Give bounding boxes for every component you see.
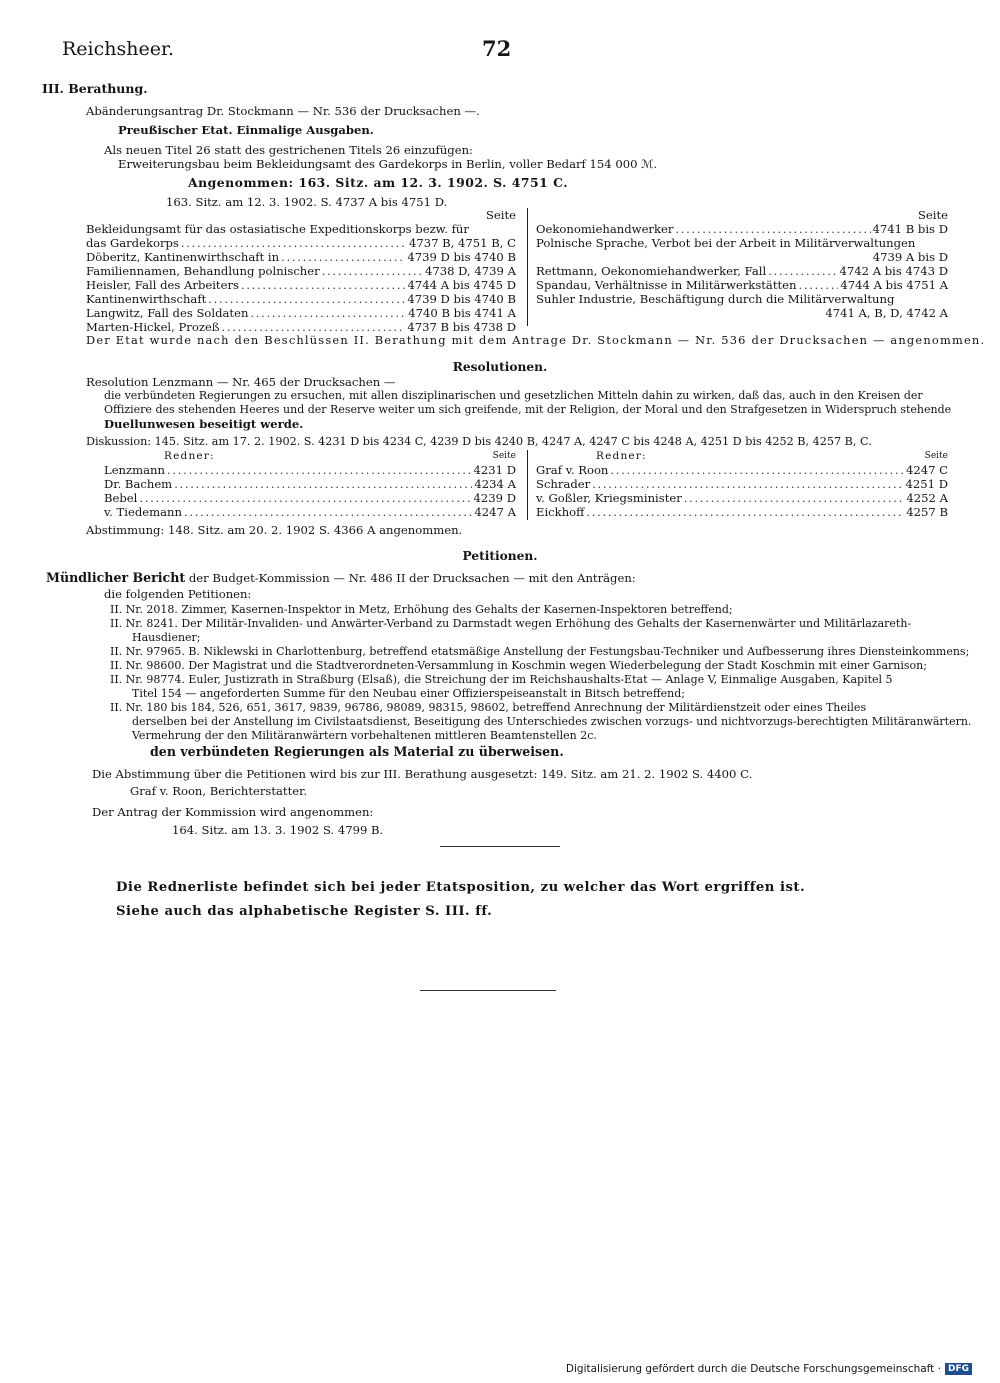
page-number: 72 xyxy=(482,36,512,61)
index-entry-page: 4741 A, B, D, 4742 A xyxy=(825,306,948,320)
speaker-row xyxy=(536,505,948,519)
index-entry-page: 4742 A bis 4743 D xyxy=(839,264,948,278)
petition-item: Hausdiener; xyxy=(132,631,201,644)
speaker-page: 4231 D xyxy=(473,463,516,477)
leader-dots xyxy=(586,505,904,519)
leader-dots xyxy=(322,264,423,278)
index-entry-label: Bekleidungsamt für das ostasiatische Expeditionskorps bezw. für xyxy=(86,222,469,236)
column-divider xyxy=(527,450,528,520)
speaker-page: 4251 D xyxy=(905,477,948,491)
petition-item: Titel 154 — angeforderten Summe für den Neubau einer Offizierspeiseanstalt in Bitsch betreffend; xyxy=(132,687,685,700)
index-entry-label: Marten-Hickel, Prozeß xyxy=(86,320,220,334)
motion-line: Der Antrag der Kommission wird angenommen: xyxy=(92,805,374,819)
resolution-text: Offiziere des stehenden Heeres und der Reserve weiter um sich greifende, mit der Religion, der Moral und den Strafgesetzen in Widerspruch stehende xyxy=(104,403,952,416)
index-entry-page: 4744 A bis 4751 A xyxy=(840,278,948,292)
index-entry-row xyxy=(536,250,948,264)
speaker-row xyxy=(104,491,516,505)
speaker-label: Lenzmann xyxy=(104,463,165,477)
index-entry-row xyxy=(86,320,516,334)
petition-item: II. Nr. 97965. B. Niklewski in Charlottenburg, betreffend etatsmäßige Anstellung der Festungsbau-Techniker und Aufbesserung ihres Diensteinkommens; xyxy=(110,645,970,658)
motion-sitting-line: 164. Sitz. am 13. 3. 1902 S. 4799 B. xyxy=(172,823,384,837)
speaker-row xyxy=(536,477,948,491)
redner-label: Redner: xyxy=(164,450,215,462)
leader-dots xyxy=(222,320,406,334)
index-entry-row xyxy=(536,264,948,278)
petition-item: II. Nr. 180 bis 184, 526, 651, 3617, 9839, 96786, 98089, 98315, 98602, betreffend Anrechnung der Militärdienstzeit oder eines Theiles xyxy=(110,701,867,714)
index-entry-label: Spandau, Verhältnisse in Militärwerkstätten xyxy=(536,278,797,292)
index-entry-label: Langwitz, Fall des Soldaten xyxy=(86,306,249,320)
index-entry-page: 4739 D bis 4740 B xyxy=(407,250,516,264)
index-entry-page: 4744 A bis 4745 D xyxy=(407,278,516,292)
accepted-line: Angenommen: 163. Sitz. am 12. 3. 1902. S. 4751 C. xyxy=(188,175,569,190)
speakers-right xyxy=(536,450,948,519)
index-entry-row xyxy=(536,236,948,250)
index-entry-page: 4737 B, 4751 B, C xyxy=(408,236,516,250)
index-entry-page: 4739 A bis D xyxy=(872,250,948,264)
speaker-page: 4234 A xyxy=(474,477,516,491)
leader-dots xyxy=(610,463,904,477)
speaker-page: 4239 D xyxy=(473,491,516,505)
speaker-label: Dr. Bachem xyxy=(104,477,173,491)
section-divider xyxy=(440,846,560,847)
speaker-page: 4247 A xyxy=(474,505,516,519)
amendment-instruction: Als neuen Titel 26 statt des gestrichenen Titels 26 einzufügen: xyxy=(104,143,473,157)
petition-item: Vermehrung der den Militäranwärtern vorbehaltenen mittleren Beamtenstellen 2c. xyxy=(132,729,597,742)
note-line: Siehe auch das alphabetische Register S. III. ff. xyxy=(116,904,493,919)
speaker-label: Schrader xyxy=(536,477,591,491)
speakers-left xyxy=(104,450,516,519)
speaker-page: 4257 B xyxy=(906,505,948,519)
index-entry-label: Döberitz, Kantinenwirthschaft in xyxy=(86,250,280,264)
petition-item: II. Nr. 8241. Der Militär-Invaliden- und Anwärter-Verband zu Darmstadt wegen Erhöhung des Gehalts der Kasernenwärter und Militärlazareth- xyxy=(110,617,912,630)
index-entry-row xyxy=(86,292,516,306)
subject-index-left xyxy=(86,208,516,334)
dfg-logo-icon: DFG xyxy=(945,1363,972,1375)
petitionen-title: Petitionen. xyxy=(462,549,538,563)
index-entry-row xyxy=(86,264,516,278)
postponed-line: Die Abstimmung über die Petitionen wird bis zur III. Berathung ausgesetzt: 149. Sitz. am 21. 2. 1902 S. 4400 C. xyxy=(92,767,753,781)
redner-label: Redner: xyxy=(596,450,647,462)
seite-label: Seite xyxy=(917,208,948,222)
index-entry-row xyxy=(86,222,516,236)
speaker-row xyxy=(104,505,516,519)
index-entry-row xyxy=(86,236,516,250)
report-label: Mündlicher Bericht xyxy=(46,570,186,585)
index-entry-label: Familiennamen, Behandlung polnischer xyxy=(86,264,320,278)
index-entry-row xyxy=(86,250,516,264)
index-entry-row xyxy=(536,278,948,292)
leader-dots xyxy=(675,222,870,236)
leader-dots xyxy=(281,250,405,264)
index-entry-page: 4740 B bis 4741 A xyxy=(408,306,516,320)
dfg-footer xyxy=(566,1363,972,1375)
leader-dots xyxy=(184,505,472,519)
column-divider xyxy=(527,208,528,326)
index-entry-page: 4737 B bis 4738 D xyxy=(407,320,516,334)
index-entry-row xyxy=(86,306,516,320)
note-line: Die Rednerliste befindet sich bei jeder Etatsposition, zu welcher das Wort ergriffen ist. xyxy=(116,880,806,895)
leader-dots xyxy=(181,236,407,250)
leader-dots xyxy=(250,306,406,320)
speaker-row xyxy=(536,491,948,505)
index-entry-row xyxy=(536,222,948,236)
rapporteur-line: Graf v. Roon, Berichterstatter. xyxy=(130,784,308,798)
index-entry-label: Suhler Industrie, Beschäftigung durch die Militärverwaltung xyxy=(536,292,895,306)
vote-line: Abstimmung: 148. Sitz. am 20. 2. 1902 S. 4366 A angenommen. xyxy=(86,523,463,537)
speaker-page: 4252 A xyxy=(906,491,948,505)
seite-label: Seite xyxy=(924,451,948,461)
running-head: Reichsheer. xyxy=(62,38,175,60)
leader-dots xyxy=(174,477,472,491)
footer-text: Digitalisierung gefördert durch die Deutsche Forschungsgemeinschaft · xyxy=(565,1363,941,1375)
amendment-line: Abänderungsantrag Dr. Stockmann — Nr. 536 der Drucksachen —. xyxy=(86,104,480,118)
leader-dots xyxy=(684,491,905,505)
resolution-text: Duellunwesen beseitigt werde. xyxy=(104,417,304,431)
index-entry-label: Oekonomiehandwerker xyxy=(536,222,674,236)
resolution-text: die verbündeten Regierungen zu ersuchen, mit allen disziplinarischen und gesetzlichen Mitteln dahin zu wirken, daß das, auch in den Kreisen der xyxy=(104,389,923,402)
petition-item: derselben bei der Anstellung im Civilstaatsdienst, Beseitigung des Unterschiedes zwischen vorzugs- und nichtvorzugs-berechtigten Militäranwärtern. xyxy=(132,715,972,728)
speaker-row xyxy=(104,463,516,477)
leader-dots xyxy=(592,477,903,491)
end-divider xyxy=(420,990,556,991)
leader-dots xyxy=(768,264,837,278)
petition-conclusion: den verbündeten Regierungen als Material zu überweisen. xyxy=(150,744,564,759)
index-entry-label: Kantinenwirthschaft xyxy=(86,292,207,306)
section-title: III. Berathung. xyxy=(42,81,148,96)
seite-label: Seite xyxy=(492,451,516,461)
petition-item: II. Nr. 98600. Der Magistrat und die Stadtverordneten-Versammlung in Koschmin wegen Wiederbelegung der Stadt Koschmin mit einer Garnison; xyxy=(110,659,927,672)
etat-heading: Preußischer Etat. Einmalige Ausgaben. xyxy=(118,123,374,137)
speaker-row xyxy=(104,477,516,491)
petition-item: II. Nr. 2018. Zimmer, Kasernen-Inspektor in Metz, Erhöhung des Gehalts der Kasernen-Inspektoren betreffend; xyxy=(110,603,733,616)
index-entry-page: 4738 D, 4739 A xyxy=(424,264,516,278)
amendment-title-text: Erweiterungsbau beim Bekleidungsamt des Gardekorps in Berlin, voller Bedarf 154 000 ℳ. xyxy=(118,157,658,171)
etat-result: Der Etat wurde nach den Beschlüssen II. Berathung mit dem Antrage Dr. Stockmann — Nr. 536 der Drucksachen — angenommen. xyxy=(86,333,986,347)
petitions-intro: die folgenden Petitionen: xyxy=(104,587,252,601)
leader-dots xyxy=(241,278,406,292)
leader-dots xyxy=(798,278,838,292)
index-entry-label: Rettmann, Oekonomiehandwerker, Fall xyxy=(536,264,767,278)
speaker-label: v. Tiedemann xyxy=(104,505,182,519)
index-entry-row xyxy=(536,306,948,320)
petition-list xyxy=(110,603,972,743)
report-line xyxy=(46,571,636,585)
subject-index-right xyxy=(536,208,948,320)
speaker-page: 4247 C xyxy=(905,463,948,477)
report-text: der Budget-Kommission — Nr. 486 II der Drucksachen — mit den Anträgen: xyxy=(185,571,636,585)
speaker-label: v. Goßler, Kriegsminister xyxy=(536,491,682,505)
leader-dots xyxy=(139,491,471,505)
speaker-label: Graf v. Roon xyxy=(536,463,609,477)
index-entry-page: 4739 D bis 4740 B xyxy=(407,292,516,306)
index-entry-label: Polnische Sprache, Verbot bei der Arbeit in Militärverwaltungen xyxy=(536,236,916,250)
leader-dots xyxy=(208,292,405,306)
seite-label: Seite xyxy=(485,208,516,222)
speaker-label: Bebel xyxy=(104,491,138,505)
resolution-line: Resolution Lenzmann — Nr. 465 der Drucksachen — xyxy=(86,375,396,389)
discussion-line: Diskussion: 145. Sitz. am 17. 2. 1902. S. 4231 D bis 4234 C, 4239 D bis 4240 B, 4247 A, 4247 C bis 4248 A, 4251 D bis 4252 B, 4257 B, C. xyxy=(86,435,872,448)
index-entry-label: das Gardekorps xyxy=(86,236,179,250)
index-entry-page: 4741 B bis D xyxy=(872,222,948,236)
index-entry-row xyxy=(536,292,948,306)
speaker-label: Eickhoff xyxy=(536,505,585,519)
index-entry-label: Heisler, Fall des Arbeiters xyxy=(86,278,239,292)
resolutionen-title: Resolutionen. xyxy=(452,360,548,374)
speaker-row xyxy=(536,463,948,477)
sitting-line: 163. Sitz. am 12. 3. 1902. S. 4737 A bis 4751 D. xyxy=(166,195,448,209)
leader-dots xyxy=(167,463,472,477)
petition-item: II. Nr. 98774. Euler, Justizrath in Straßburg (Elsaß), die Streichung der im Reichshaushalts-Etat — Anlage V, Einmalige Ausgaben, Kapitel 5 xyxy=(110,673,893,686)
index-entry-row xyxy=(86,278,516,292)
